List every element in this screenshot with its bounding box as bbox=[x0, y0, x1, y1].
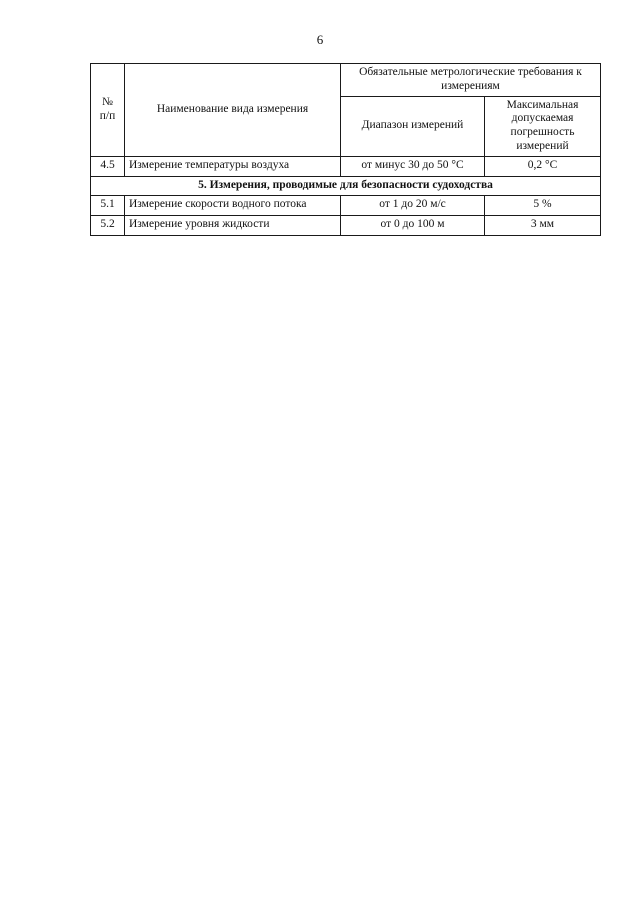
row-num: 5.2 bbox=[91, 215, 125, 235]
table-row bbox=[91, 215, 601, 235]
row-name: Измерение уровня жидкости bbox=[125, 215, 341, 235]
header-error bbox=[485, 96, 601, 156]
section-row bbox=[91, 176, 601, 195]
row-range: от 0 до 100 м bbox=[341, 215, 485, 235]
row-name: Измерение температуры воздуха bbox=[125, 156, 341, 176]
header-num-label: № п/п bbox=[99, 96, 116, 122]
header-group bbox=[341, 64, 601, 97]
row-name: Измерение скорости водного потока bbox=[125, 195, 341, 215]
row-error: 0,2 °С bbox=[485, 156, 601, 176]
header-range-label: Диапазон измерений bbox=[361, 119, 464, 132]
row-error: 3 мм bbox=[485, 215, 601, 235]
header-group-label: Обязательные метрологические требования к измерениям bbox=[359, 66, 582, 92]
row-error: 5 % bbox=[485, 195, 601, 215]
row-range: от минус 30 до 50 °С bbox=[341, 156, 485, 176]
table-row bbox=[91, 195, 601, 215]
header-name bbox=[125, 64, 341, 157]
table-row bbox=[91, 156, 601, 176]
row-num: 4.5 bbox=[91, 156, 125, 176]
header-name-label: Наименование вида измерения bbox=[156, 102, 309, 115]
requirements-table bbox=[90, 63, 601, 236]
row-num: 5.1 bbox=[91, 195, 125, 215]
page-number: 6 bbox=[316, 32, 324, 47]
row-range: от 1 до 20 м/с bbox=[341, 195, 485, 215]
table-header-row bbox=[91, 64, 601, 97]
header-range bbox=[341, 96, 485, 156]
section-title: 5. Измерения, проводимые для безопасности судоходства bbox=[91, 176, 601, 195]
header-num bbox=[91, 64, 125, 157]
header-error-label: Максимальная допускаемая погрешность измерений bbox=[506, 98, 579, 152]
